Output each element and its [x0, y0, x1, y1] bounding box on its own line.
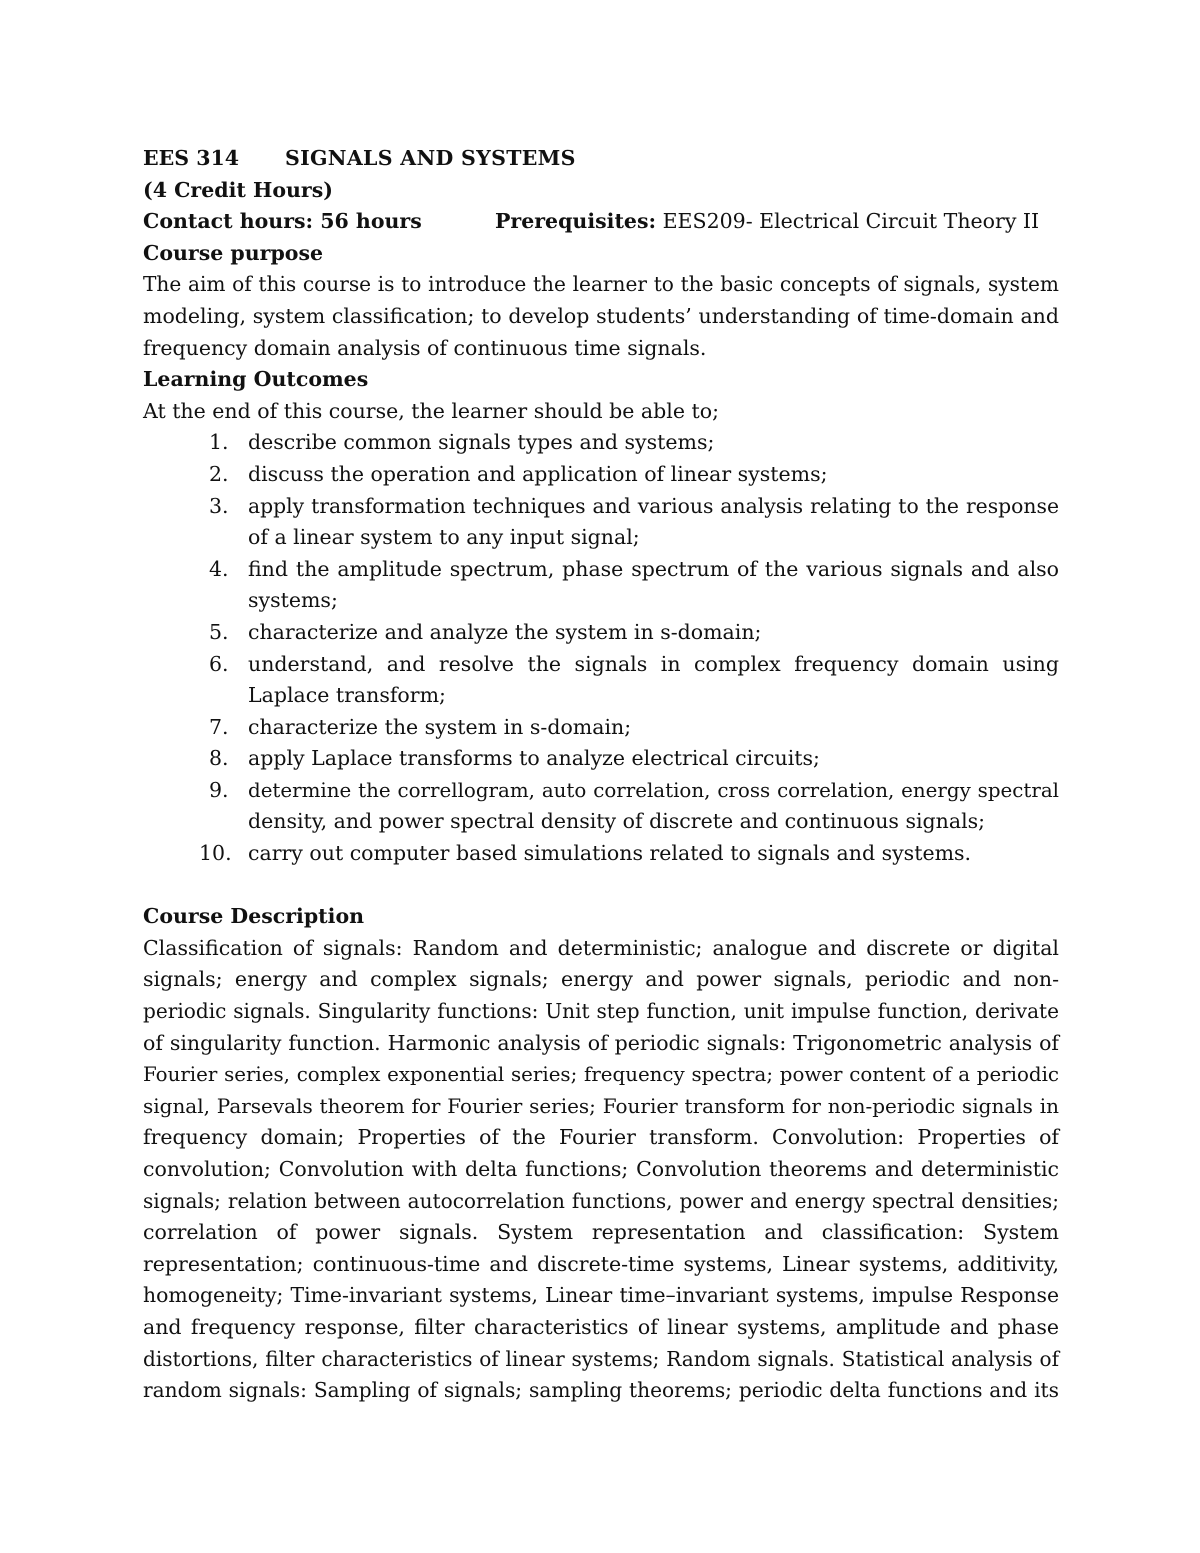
- list-item-text: apply Laplace transforms to analyze electrical circuits;: [248, 746, 820, 771]
- list-item: [143, 459, 1059, 491]
- list-item: [143, 649, 1059, 712]
- list-number: 9.: [209, 777, 229, 802]
- list-item-text: describe common signals types and systems;: [248, 430, 715, 455]
- description-line: correlation of power signals. System representation and classification: System: [143, 1220, 1059, 1245]
- list-number: 7.: [209, 714, 229, 739]
- list-item: [143, 491, 1059, 554]
- list-item-text: density, and power spectral density of discrete and continuous signals;: [248, 809, 986, 834]
- list-item-text: Laplace transform;: [248, 683, 446, 708]
- outcomes-heading: Learning Outcomes: [143, 367, 369, 392]
- description-line: Classification of signals: Random and deterministic; analogue and discrete or digital: [143, 935, 1059, 960]
- prerequisites-label: Prerequisites:: [495, 209, 657, 234]
- purpose-paragraph: [143, 269, 1059, 364]
- purpose-line: The aim of this course is to introduce the learner to the basic concepts of signals, system: [143, 272, 1059, 297]
- list-item-text: find the amplitude spectrum, phase spectrum of the various signals and also: [248, 556, 1059, 581]
- blank-line: [143, 870, 1059, 902]
- purpose-heading: Course purpose: [143, 240, 324, 265]
- prerequisites: [495, 206, 1039, 238]
- purpose-line: modeling, system classification; to develop students’ understanding of time-domain and: [143, 303, 1059, 328]
- credit-hours: (4 Credit Hours): [143, 177, 333, 202]
- course-name: SIGNALS AND SYSTEMS: [285, 146, 576, 170]
- description-line: signal, Parsevals theorem for Fourier series; Fourier transform for non-periodic signals in: [143, 1093, 1059, 1118]
- list-item-text: carry out computer based simulations related to signals and systems.: [248, 841, 972, 866]
- list-item: [143, 617, 1059, 649]
- list-item-text: understand, and resolve the signals in complex frequency domain using: [248, 651, 1059, 676]
- list-item-text: determine the correllogram, auto correlation, cross correlation, energy spectral: [248, 778, 1059, 802]
- description-line: homogeneity; Time-invariant systems, Linear time–invariant systems, impulse Response: [143, 1283, 1059, 1308]
- description-line: signals; relation between autocorrelation functions, power and energy spectral densities;: [143, 1188, 1059, 1213]
- description-heading: Course Description: [143, 904, 365, 929]
- description-line: of singularity function. Harmonic analysis of periodic signals: Trigonometric analysis of: [143, 1030, 1059, 1055]
- description-line: periodic signals. Singularity functions: Unit step function, unit impulse function, derivate: [143, 999, 1059, 1024]
- description-line: random signals: Sampling of signals; sampling theorems; periodic delta functions and its: [143, 1378, 1059, 1403]
- list-number: 1.: [209, 430, 229, 455]
- description-line: and frequency response, filter characteristics of linear systems, amplitude and phase: [143, 1314, 1059, 1339]
- list-item: [143, 838, 1059, 870]
- description-line: convolution; Convolution with delta functions; Convolution theorems and deterministic: [143, 1157, 1059, 1181]
- list-item-text: apply transformation techniques and various analysis relating to the response: [248, 493, 1059, 518]
- description-line: distortions, filter characteristics of linear systems; Random signals. Statistical analysis of: [143, 1346, 1059, 1371]
- description-line: representation; continuous-time and discrete-time systems, Linear systems, additivity,: [143, 1251, 1059, 1276]
- list-item: [143, 554, 1059, 617]
- outcomes-list: [143, 427, 1059, 869]
- contact-hours: Contact hours: 56 hours: [143, 209, 422, 234]
- course-code: EES 314: [143, 146, 239, 170]
- list-number: 5.: [209, 619, 229, 644]
- course-title-row: [143, 143, 1059, 175]
- purpose-line: frequency domain analysis of continuous time signals.: [143, 335, 707, 360]
- outcomes-intro: At the end of this course, the learner should be able to;: [143, 398, 719, 423]
- description-line: frequency domain; Properties of the Fourier transform. Convolution: Properties of: [143, 1125, 1059, 1150]
- list-number: 8.: [209, 746, 229, 771]
- list-item-text: characterize the system in s-domain;: [248, 714, 632, 739]
- document-page: [143, 143, 1059, 1407]
- list-number: 6.: [209, 651, 229, 676]
- list-item: [143, 427, 1059, 459]
- list-number: 4.: [209, 556, 229, 581]
- list-item: [143, 712, 1059, 744]
- list-item-text: discuss the operation and application of linear systems;: [248, 461, 828, 486]
- list-item: [143, 775, 1059, 838]
- list-number: 3.: [209, 493, 229, 518]
- description-line: Fourier series, complex exponential series; frequency spectra; power content of a periodic: [143, 1063, 1059, 1087]
- prerequisites-value: EES209- Electrical Circuit Theory II: [656, 209, 1040, 234]
- list-item-text: of a linear system to any input signal;: [248, 525, 640, 550]
- description-paragraph: [143, 933, 1059, 1407]
- description-line: signals; energy and complex signals; energy and power signals, periodic and non-: [143, 967, 1059, 992]
- list-number: 2.: [209, 461, 229, 486]
- list-item-text: systems;: [248, 588, 338, 613]
- contact-row: [143, 206, 1059, 238]
- list-item: [143, 743, 1059, 775]
- list-number: 10.: [199, 841, 232, 866]
- list-item-text: characterize and analyze the system in s-domain;: [248, 619, 762, 644]
